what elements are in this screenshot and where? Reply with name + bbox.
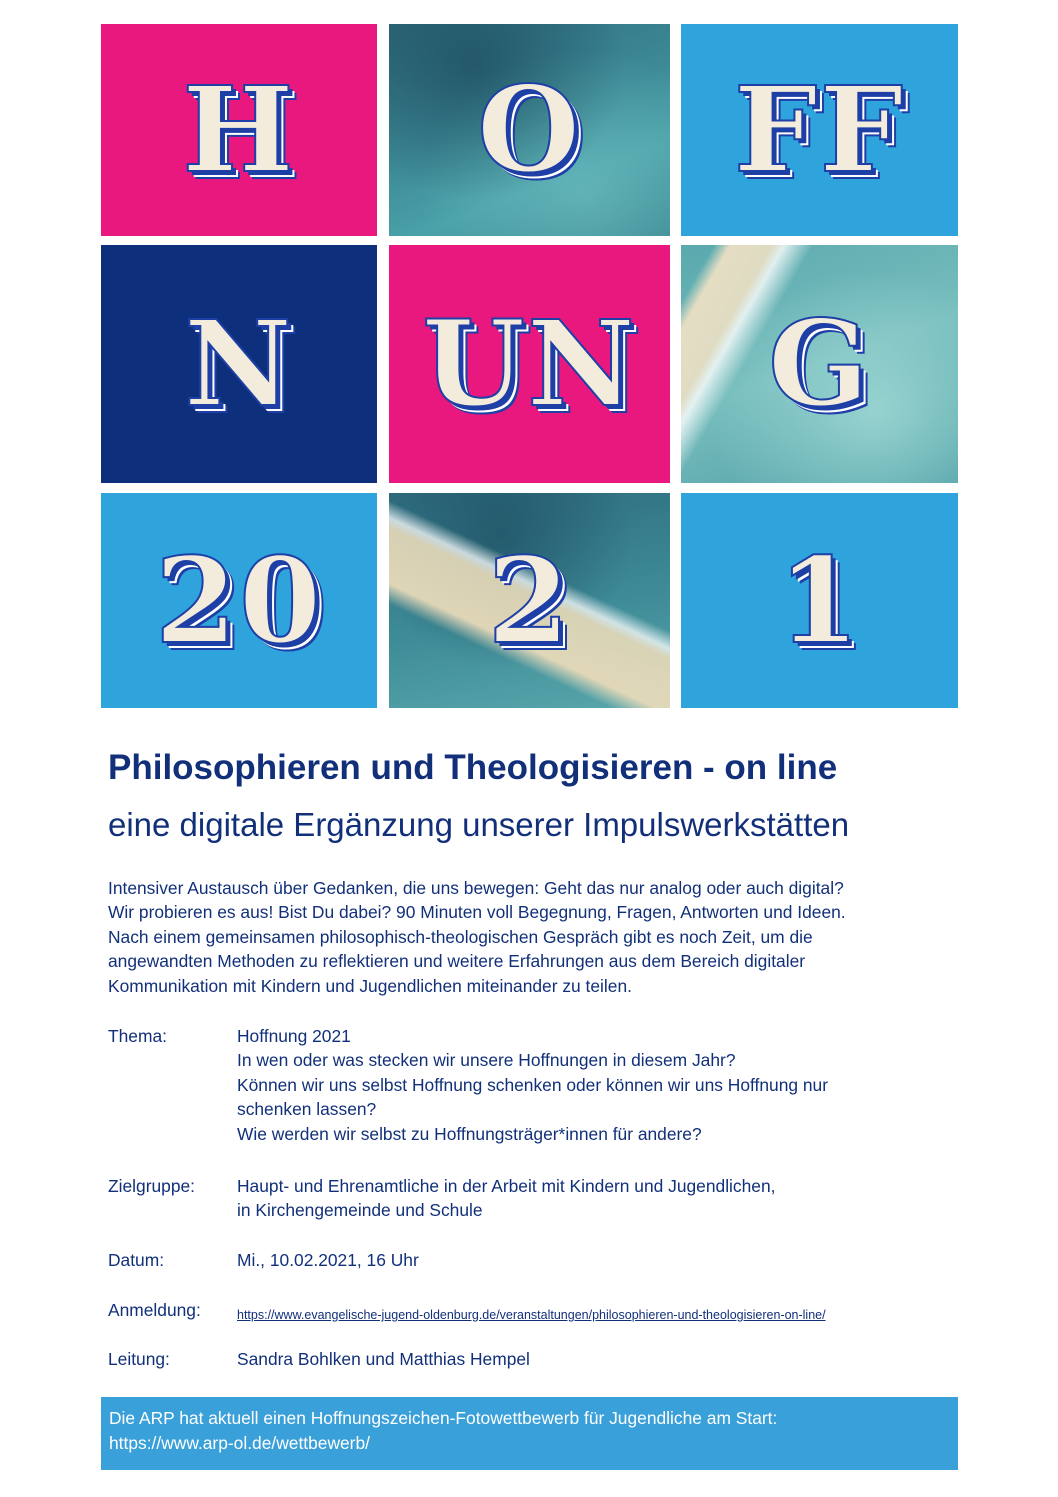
intro-line: Wir probieren es aus! Bist Du dabei? 90 Minuten voll Begegnung, Fragen, Antworten und Ideen. [108,902,846,923]
detail-label: Leitung: [108,1349,170,1369]
intro-line: angewandten Methoden zu reflektieren und weitere Erfahrungen aus dem Bereich digitaler [108,951,806,972]
tile-letter: 20 [154,530,324,670]
tile-letter: N [184,294,294,433]
thema-line: In wen oder was stecken wir unsere Hoffnungen in diesem Jahr? [237,1050,736,1071]
intro-line: Kommunikation mit Kindern und Jugendlichen miteinander zu teilen. [108,975,632,996]
thema-line: Wie werden wir selbst zu Hoffnungsträger*innen für andere? [237,1123,702,1144]
detail-value [237,1024,937,1146]
page-subtitle: eine digitale Ergänzung unserer Impulswerkstätten [108,806,850,843]
zielgruppe-line: in Kirchengemeinde und Schule [237,1200,483,1221]
tile-ff [681,24,958,236]
tile-20 [101,493,377,708]
detail-label: Anmeldung: [108,1300,201,1320]
tile-n [101,245,377,483]
tile-un [389,245,670,483]
page-title: Philosophieren und Theologisieren - on line [108,748,838,787]
tile-letter: FF [733,60,906,199]
tile-letter: O [477,60,582,199]
detail-label: Datum: [108,1250,165,1270]
tile-h [101,24,377,236]
detail-label: Thema: [108,1026,167,1046]
zielgruppe-line: Haupt- und Ehrenamtliche in der Arbeit mit Kindern und Jugendlichen, [237,1176,776,1196]
thema-line: Hoffnung 2021 [237,1026,351,1046]
tile-letter: 2 [487,530,572,670]
tile-letter: H [182,60,296,199]
tile-2 [389,493,670,708]
thema-line: schenken lassen? [237,1099,377,1120]
banner-text: Die ARP hat aktuell einen Hoffnungszeichen-Fotowettbewerb für Jugendliche am Start: [109,1408,778,1428]
detail-value [237,1174,937,1223]
detail-label: Zielgruppe: [108,1176,196,1196]
tile-1 [681,493,958,708]
detail-value [237,1301,937,1327]
hoffnung-2021-poster [101,24,958,708]
banner-link[interactable]: https://www.arp-ol.de/wettbewerb/ [109,1433,370,1453]
registration-link[interactable]: https://www.evangelische-jugend-oldenburg.de/veranstaltungen/philosophieren-und-theologisieren-on-line/ [237,1308,826,1322]
contest-banner [101,1397,958,1470]
intro-line: Nach einem gemeinsamen philosophisch-theologischen Gespräch gibt es noch Zeit, um die [108,926,813,947]
intro-paragraph [108,876,958,998]
detail-value: Mi., 10.02.2021, 16 Uhr [237,1250,419,1270]
tile-o [389,24,670,236]
intro-line: Intensiver Austausch über Gedanken, die uns bewegen: Geht das nur analog oder auch digital? [108,878,844,898]
tile-g [681,245,958,483]
tile-letter: UN [422,294,637,433]
detail-value: Sandra Bohlken und Matthias Hempel [237,1349,530,1369]
thema-line: Können wir uns selbst Hoffnung schenken oder können wir uns Hoffnung nur [237,1074,829,1095]
tile-letter: G [768,294,871,433]
tile-letter: 1 [777,530,862,670]
